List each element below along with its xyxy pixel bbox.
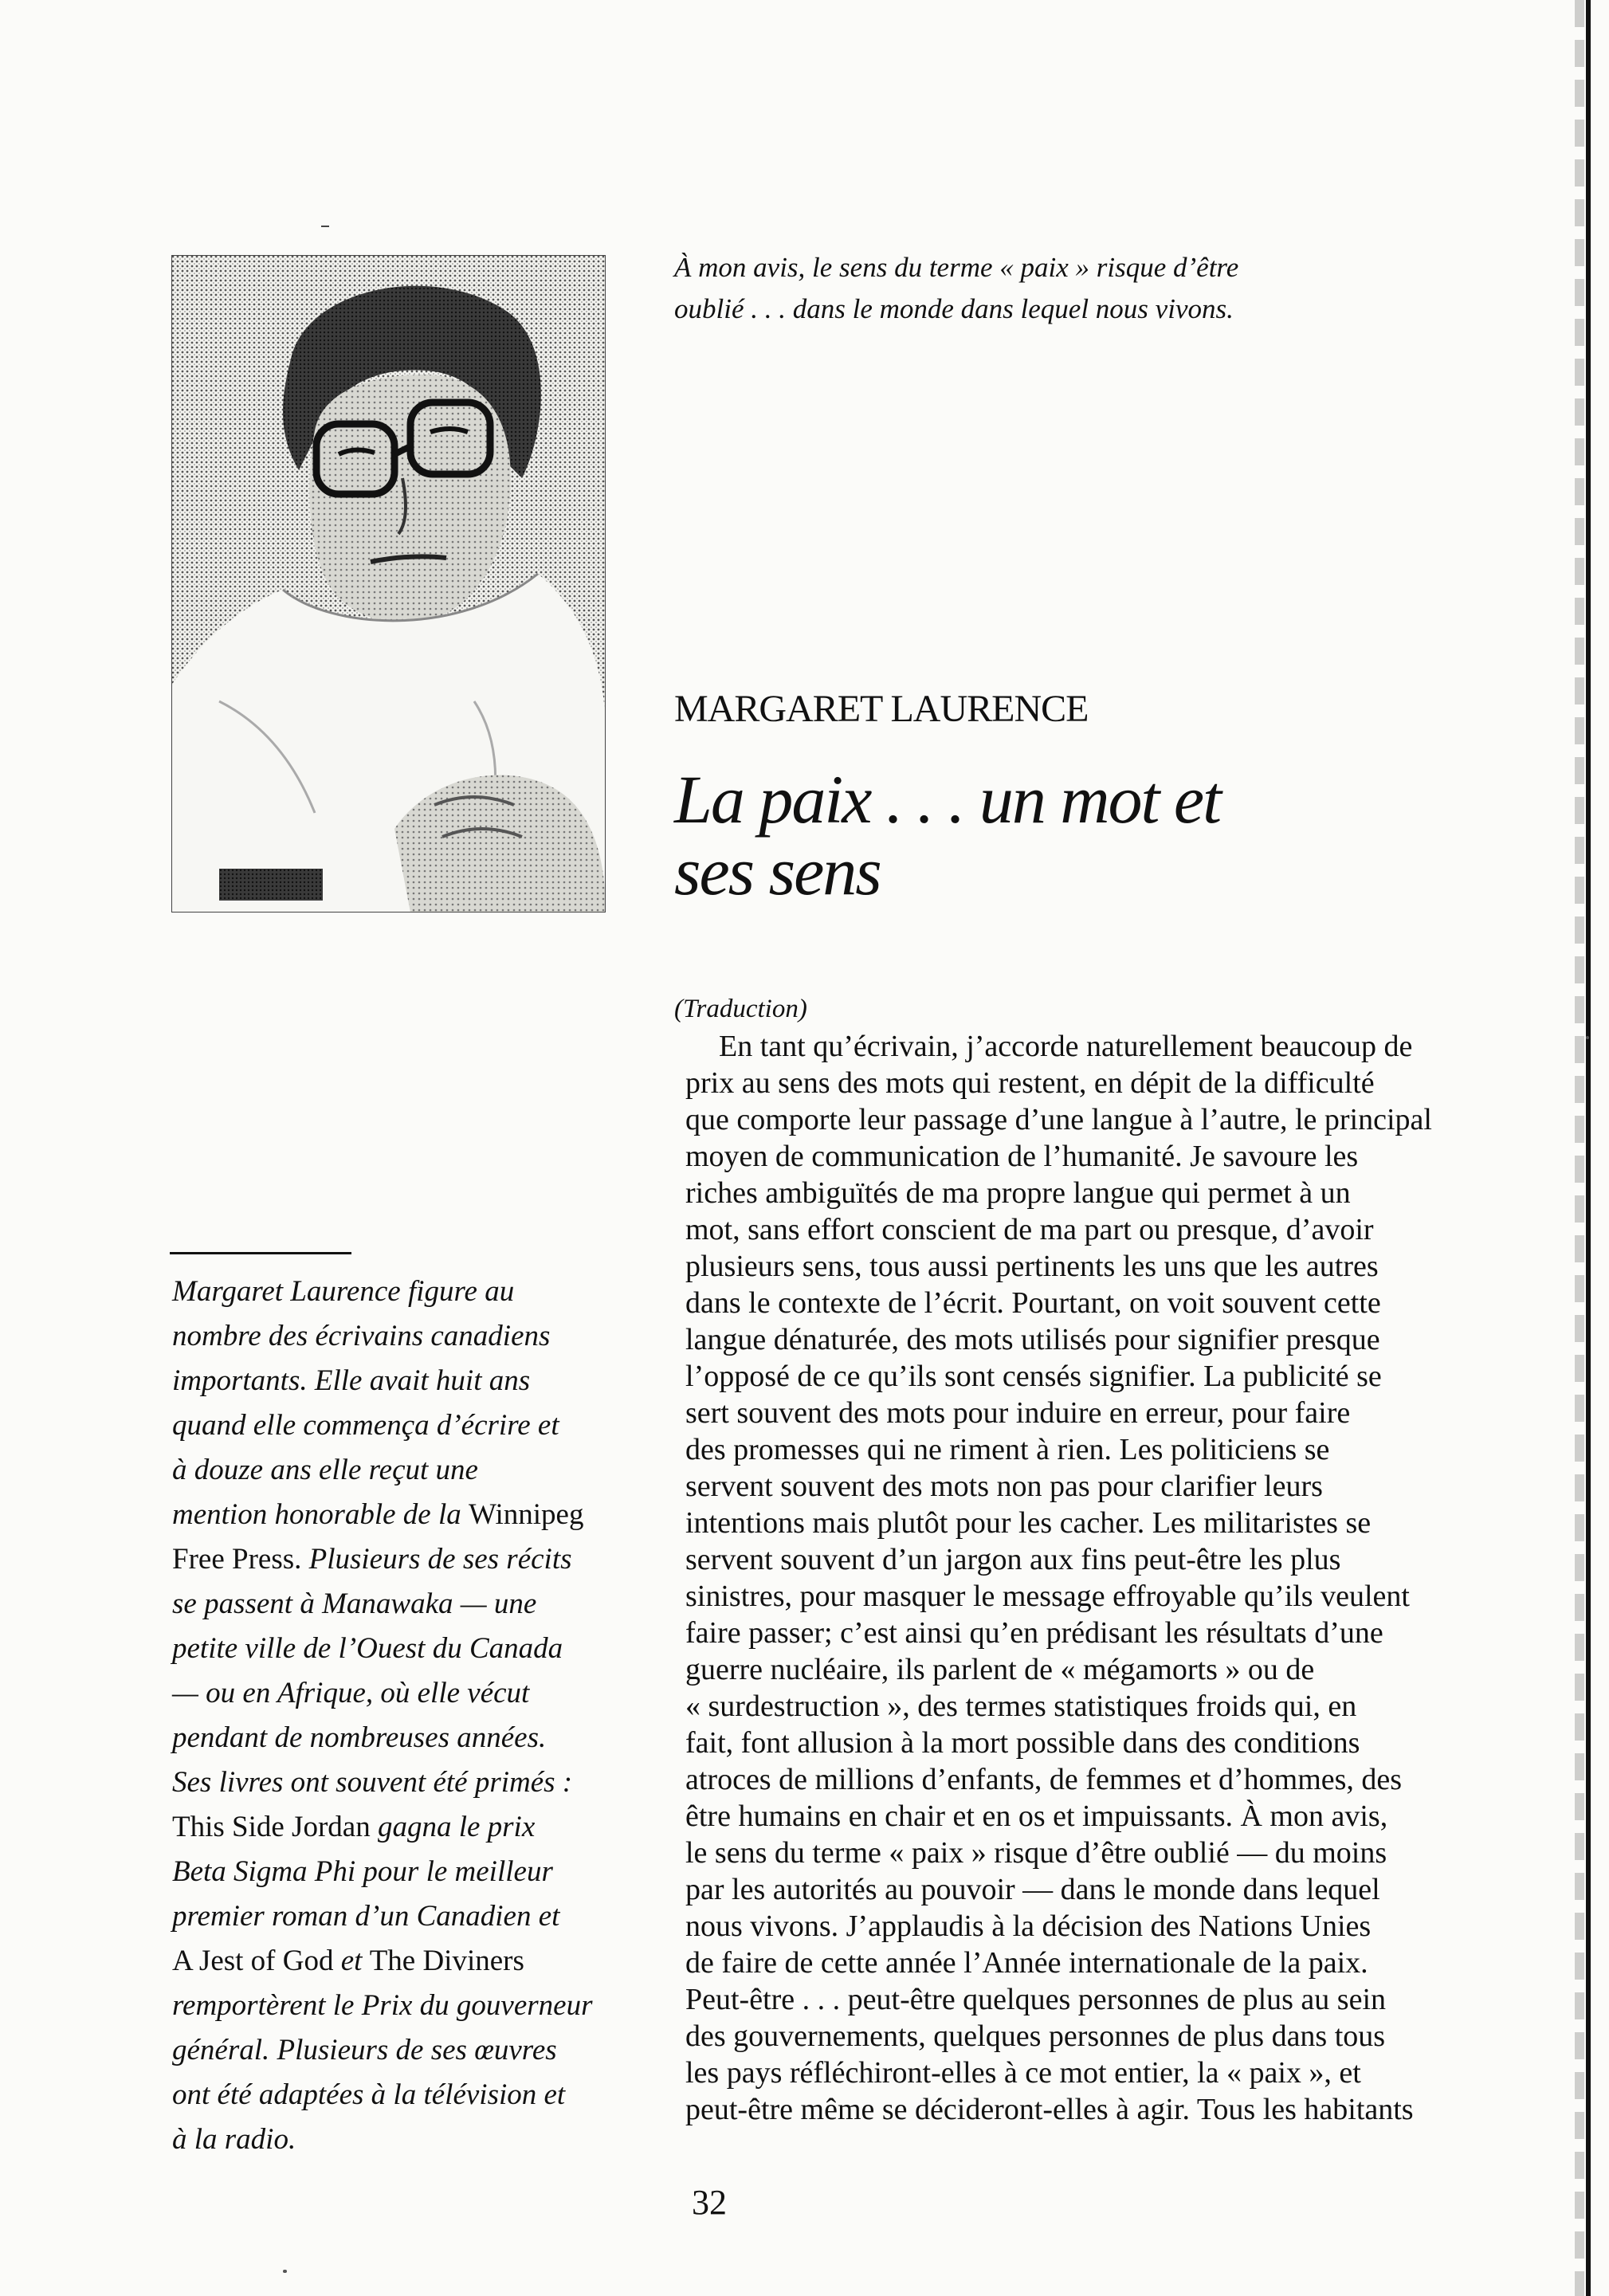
bio-line: à douze ans elle reçut une — [172, 1454, 478, 1486]
scan-speck — [283, 2270, 287, 2273]
bio-divider — [170, 1252, 351, 1254]
body-line: En tant qu’écrivain, j’accorde naturellement beaucoup de — [719, 1030, 1413, 1063]
bio-line: Ses livres ont souvent été primés : — [172, 1766, 573, 1799]
body-line: fait, font allusion à la mort possible dans des conditions — [685, 1726, 1360, 1760]
bio-line: à la radio. — [172, 2123, 296, 2156]
body-line: nous vivons. J’applaudis à la décision des Nations Unies — [685, 1909, 1372, 1943]
bio-text: mention honorable de la — [172, 1498, 469, 1531]
body-line: des promesses qui ne riment à rien. Les politiciens se — [685, 1433, 1330, 1466]
body-line: mot, sans effort conscient de ma part ou presque, d’avoir — [685, 1213, 1374, 1246]
body-line: sinistres, pour masquer le message effroyable qu’ils veulent — [685, 1580, 1410, 1613]
article-title — [674, 763, 1391, 907]
body-line: « surdestruction », des termes statistiques froids qui, en — [685, 1690, 1357, 1723]
bio-line: ont été adaptées à la télévision et — [172, 2078, 566, 2111]
author-name: MARGARET LAURENCE — [674, 688, 1089, 730]
scan-edge — [1586, 0, 1591, 2296]
book-title: The Diviners — [369, 1945, 524, 1977]
page-number: 32 — [692, 2183, 727, 2222]
bio-line — [172, 1805, 535, 1850]
body-line: moyen de communication de l’humanité. Je savoure les — [685, 1140, 1359, 1173]
bio-line: Beta Sigma Phi pour le meilleur — [172, 1855, 553, 1888]
translation-note: (Traduction) — [674, 995, 807, 1023]
pull-quote — [674, 247, 1431, 330]
bio-line: Margaret Laurence figure au — [172, 1275, 515, 1308]
body-line: riches ambiguïtés de ma propre langue qui permet à un — [685, 1176, 1351, 1210]
bio-line: premier roman d’un Canadien et — [172, 1900, 560, 1933]
body-line: servent souvent des mots non pas pour clarifier leurs — [685, 1470, 1323, 1503]
body-line: sert souvent des mots pour induire en erreur, pour faire — [685, 1396, 1351, 1430]
author-photo — [171, 255, 606, 913]
bio-line: quand elle commença d’écrire et — [172, 1409, 559, 1442]
bio-text: Plusieurs de ses récits — [301, 1543, 572, 1576]
body-line: langue dénaturée, des mots utilisés pour signifier presque — [685, 1323, 1380, 1356]
bio-line: nombre des écrivains canadiens — [172, 1320, 551, 1352]
pull-quote-line: oublié . . . dans le monde dans lequel nous vivons. — [674, 293, 1234, 324]
bio-line: pendant de nombreuses années. — [172, 1721, 547, 1754]
body-line: plusieurs sens, tous aussi pertinents les uns que les autres — [685, 1250, 1379, 1283]
bio-line — [172, 1537, 572, 1582]
body-line: prix au sens des mots qui restent, en dépit de la difficulté — [685, 1066, 1375, 1100]
bio-line: se passent à Manawaka — une — [172, 1588, 537, 1620]
body-line: être humains en chair et en os et impuissants. À mon avis, — [685, 1800, 1388, 1833]
body-line: dans le contexte de l’écrit. Pourtant, on voit souvent cette — [685, 1286, 1381, 1320]
newspaper-name: Winnipeg — [469, 1498, 584, 1531]
body-line: des gouvernements, quelques personnes de plus dans tous — [685, 2019, 1386, 2053]
body-line: le sens du terme « paix » risque d’être oublié — du moins — [685, 1836, 1387, 1870]
scan-speck — [1586, 1036, 1589, 1039]
bio-line: général. Plusieurs de ses œuvres — [172, 2034, 557, 2066]
body-line: faire passer; c’est ainsi qu’en prédisant les résultats d’une — [685, 1616, 1383, 1650]
article-title-line: ses sens — [674, 833, 881, 909]
body-line: de faire de cette année l’Année internationale de la paix. — [685, 1946, 1368, 1980]
bio-line: petite ville de l’Ouest du Canada — [172, 1632, 563, 1665]
article-title-line: La paix . . . un mot et — [674, 761, 1220, 838]
bio-line: — ou en Afrique, où elle vécut — [172, 1677, 530, 1709]
body-line: Peut-être . . . peut-être quelques personnes de plus au sein — [685, 1983, 1387, 2016]
bio-line: importants. Elle avait huit ans — [172, 1364, 531, 1397]
body-line: servent souvent d’un jargon aux fins peut-être les plus — [685, 1543, 1341, 1576]
bio-line — [172, 1939, 524, 1984]
bio-text: et — [333, 1945, 370, 1977]
scan-mark — [321, 226, 329, 227]
body-line: peut-être même se décideront-elles à agir. Tous les habitants — [685, 2093, 1414, 2126]
body-line: intentions mais plutôt pour les cacher. Les militaristes se — [685, 1506, 1372, 1540]
body-line: que comporte leur passage d’une langue à l’autre, le principal — [685, 1103, 1432, 1136]
newspaper-name: Free Press. — [172, 1543, 302, 1576]
book-title: A Jest of God — [172, 1945, 334, 1977]
bio-line: remportèrent le Prix du gouverneur — [172, 1989, 593, 2022]
bio-text: gagna le prix — [370, 1811, 536, 1843]
body-line: l’opposé de ce qu’ils sont censés signifier. La publicité se — [685, 1360, 1382, 1393]
body-line: les pays réfléchiront-elles à ce mot entier, la « paix », et — [685, 2056, 1361, 2090]
body-line: par les autorités au pouvoir — dans le monde dans lequel — [685, 1873, 1380, 1906]
body-line: guerre nucléaire, ils parlent de « mégamorts » ou de — [685, 1653, 1315, 1686]
pull-quote-line: À mon avis, le sens du terme « paix » risque d’être — [674, 252, 1239, 283]
body-line: atroces de millions d’enfants, de femmes et d’hommes, des — [685, 1763, 1403, 1796]
bio-line — [172, 1493, 583, 1537]
book-title: This Side Jordan — [172, 1811, 371, 1843]
